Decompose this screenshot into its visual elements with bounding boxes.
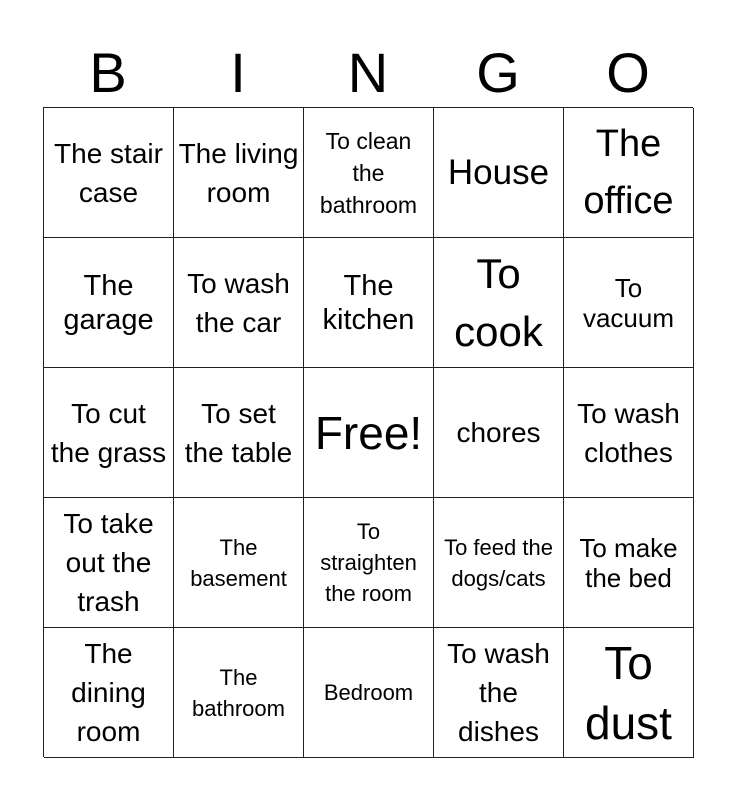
cell-text: To clean the bathroom <box>319 127 418 218</box>
bingo-cell[interactable] <box>44 238 174 368</box>
cell-text: Free! <box>314 406 423 459</box>
cell-text: To dust <box>585 636 672 749</box>
bingo-cell[interactable] <box>304 628 434 758</box>
bingo-grid <box>43 107 693 757</box>
bingo-cell[interactable] <box>304 238 434 368</box>
cell-text: The basement <box>190 534 287 591</box>
bingo-cell[interactable] <box>174 108 304 238</box>
bingo-cell[interactable] <box>434 628 564 758</box>
bingo-cell[interactable] <box>564 238 694 368</box>
cell-text: The stair case <box>54 137 163 208</box>
bingo-cell[interactable] <box>44 108 174 238</box>
cell-text: To cut the grass <box>50 397 167 468</box>
bingo-cell[interactable] <box>304 498 434 628</box>
cell-text: To take out the trash <box>63 508 154 617</box>
bingo-cell[interactable] <box>44 368 174 498</box>
cell-text: The dining room <box>71 638 146 747</box>
cell-text: To cook <box>454 249 543 355</box>
bingo-cell free-space[interactable] <box>304 368 434 498</box>
cell-text: To wash the car <box>187 267 290 338</box>
bingo-cell[interactable] <box>564 628 694 758</box>
header-letter-g: G <box>476 41 520 104</box>
cell-text: To wash clothes <box>577 397 680 468</box>
cell-text: chores <box>456 416 541 448</box>
cell-text: To straighten the room <box>320 519 417 606</box>
bingo-cell[interactable] <box>174 368 304 498</box>
cell-text: The kitchen <box>322 269 415 336</box>
cell-text: To vacuum <box>582 272 675 333</box>
bingo-cell[interactable] <box>434 368 564 498</box>
header-letter-b: B <box>89 41 127 104</box>
bingo-cell[interactable] <box>44 498 174 628</box>
cell-text: The office <box>583 122 674 222</box>
cell-text: House <box>447 152 550 192</box>
bingo-cell[interactable] <box>44 628 174 758</box>
bingo-cell[interactable] <box>564 368 694 498</box>
cell-text: To set the table <box>184 397 293 468</box>
bingo-cell[interactable] <box>434 108 564 238</box>
header-letter-n: N <box>347 41 389 104</box>
cell-text: To make the bed <box>579 532 678 593</box>
cell-text: To wash the dishes <box>447 638 550 747</box>
cell-text: To feed the dogs/cats <box>444 534 553 591</box>
bingo-cell[interactable] <box>564 108 694 238</box>
header-letter-i: I <box>230 41 246 104</box>
bingo-cell[interactable] <box>564 498 694 628</box>
cell-text: Bedroom <box>323 680 414 705</box>
cell-text: The bathroom <box>192 664 285 721</box>
header-letter-o: O <box>606 41 650 104</box>
bingo-cell[interactable] <box>174 498 304 628</box>
cell-text: The living room <box>178 137 299 208</box>
bingo-cell[interactable] <box>174 628 304 758</box>
cell-text: The garage <box>63 269 154 336</box>
bingo-cell[interactable] <box>434 498 564 628</box>
bingo-header <box>43 40 693 106</box>
bingo-cell[interactable] <box>304 108 434 238</box>
bingo-cell[interactable] <box>434 238 564 368</box>
bingo-cell[interactable] <box>174 238 304 368</box>
